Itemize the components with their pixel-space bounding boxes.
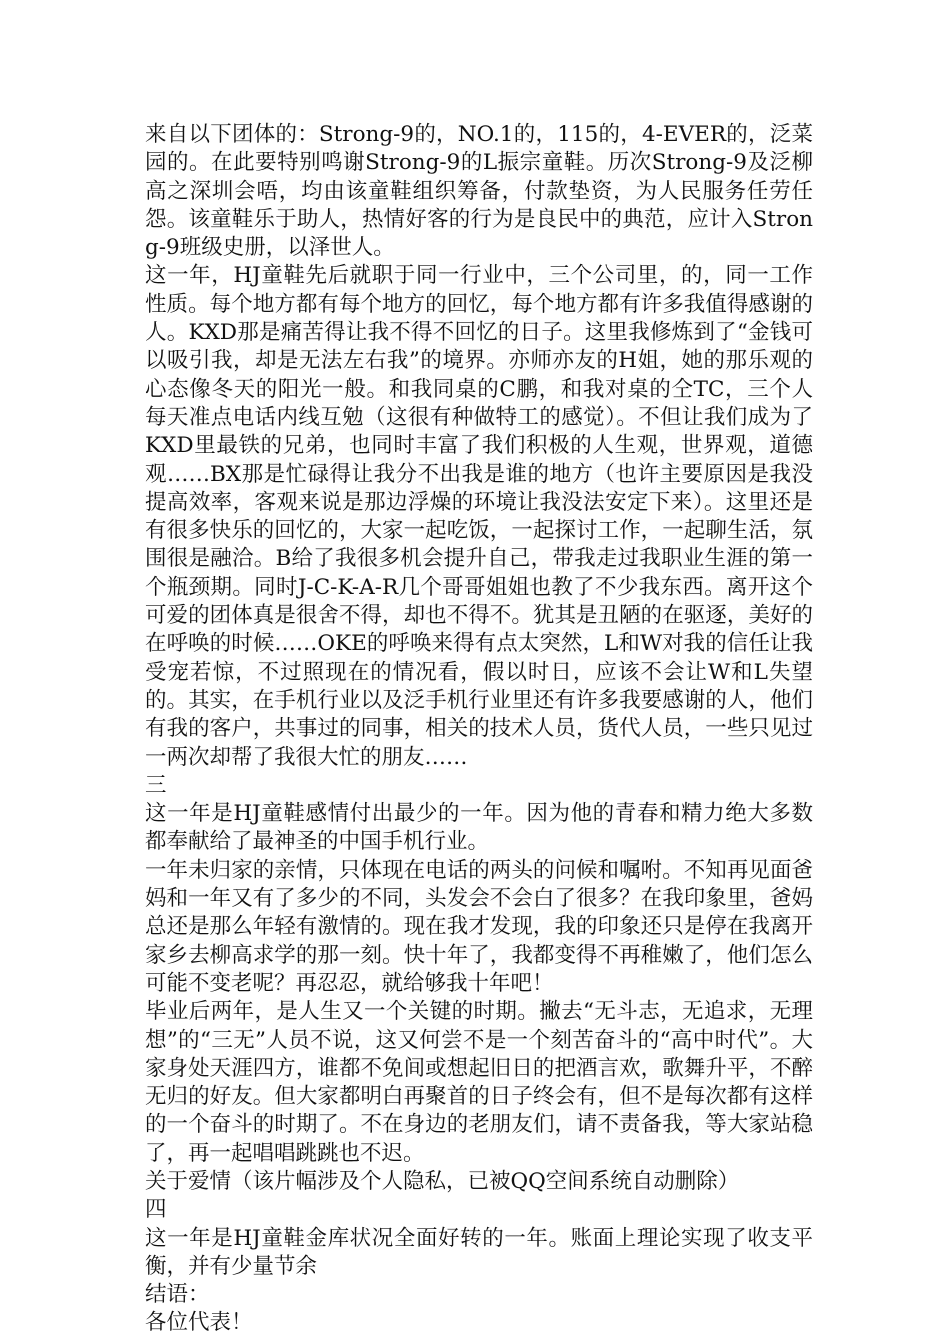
paragraph-thanks-groups: 来自以下团体的：Strong-9的，NO.1的，115的，4-EVER的，泛菜园的。在此要特别鸣谢Strong-9的L振宗童鞋。历次Strong-9及泛柳高之深圳会唔，均由该童鞋组织筹备，付款垫资，为人民服务任劳任怨。该童鞋乐于助人，热情好客的行为是良民中的典范，应计入Strong-9班级史册，以泽世人。 bbox=[145, 122, 813, 261]
paragraph-finance: 这一年是HJ童鞋金库状况全面好转的一年。账面上理论实现了收支平衡，并有少量节余 bbox=[145, 1225, 813, 1279]
paragraph-emotion-intro: 这一年是HJ童鞋感情付出最少的一年。因为他的青春和精力绝大多数都奉献给了最神圣的中国手机行业。 bbox=[145, 801, 813, 855]
section-heading-four: 四 bbox=[145, 1197, 167, 1223]
paragraph-work-experience: 这一年，HJ童鞋先后就职于同一行业中，三个公司里，的，同一工作性质。每个地方都有每个地方的回忆，每个地方都有许多我值得感谢的人。KXD那是痛苦得让我不得不回忆的日子。这里我修炼到了“金钱可以吸引我，却是无法左右我”的境界。亦师亦友的H姐，她的那乐观的心态像冬天的阳光一般。和我同桌的C鹏，和我对桌的仝TC，三个人每天准点电话内线互勉（这很有种做特工的感觉）。不但让我们成为了KXD里最铁的兄弟，也同时丰富了我们积极的人生观，世界观，道德观……BX那是忙碌得让我分不出我是谁的地方（也许主要原因是我没提高效率，客观来说是那边浮燥的环境让我没法安定下来）。这里还是有很多快乐的回忆的，大家一起吃饭，一起探讨工作，一起聊生活，氛围很是融洽。B给了我很多机会提升自己，带我走过我职业生涯的第一个瓶颈期。同时J-C-K-A-R几个哥哥姐姐也教了不少我东西。离开这个可爱的团体真是很舍不得，却也不得不。犹其是丑陋的在驱逐，美好的在呼唤的时候……OKE的呼唤来得有点太突然，L和W对我的信任让我受宠若惊，不过照现在的情况看，假以时日，应该不会让W和L失望的。其实，在手机行业以及泛手机行业里还有许多我要感谢的人，他们有我的客户，共事过的同事，相关的技术人员，货代人员，一些只见过一两次却帮了我很大忙的朋友…… bbox=[145, 263, 813, 770]
paragraph-family: 一年未归家的亲情，只体现在电话的两头的问候和嘱咐。不知再见面爸妈和一年又有了多少的不同，头发会不会白了很多？在我印象里，爸妈总还是那么年轻有激情的。现在我才发现，我的印象还只是停在我离开家乡去柳高求学的那一刻。快十年了，我都变得不再稚嫩了，他们怎么可能不变老呢？再忍忍，就给够我十年吧！ bbox=[145, 857, 813, 996]
closing-heading: 结语： bbox=[145, 1282, 210, 1308]
closing-salutation: 各位代表！ bbox=[145, 1310, 253, 1336]
paragraph-friends: 毕业后两年，是人生又一个关键的时期。撇去“无斗志，无追求，无理想”的“三无”人员不说，这又何尝不是一个刻苦奋斗的“高中时代”。大家身处天涯四方，谁都不免间或想起旧日的把酒言欢，歌舞升平，不醉无归的好友。但大家都明白再聚首的日子终会有，但不是每次都有这样的一个奋斗的时期了。不在身边的老朋友们，请不责备我，等大家站稳了，再一起唱唱跳跳也不迟。 bbox=[145, 999, 813, 1166]
document-body bbox=[145, 121, 813, 1338]
paragraph-love: 关于爱情（该片幅涉及个人隐私，已被QQ空间系统自动删除） bbox=[145, 1168, 740, 1194]
section-heading-three: 三 bbox=[145, 772, 167, 798]
